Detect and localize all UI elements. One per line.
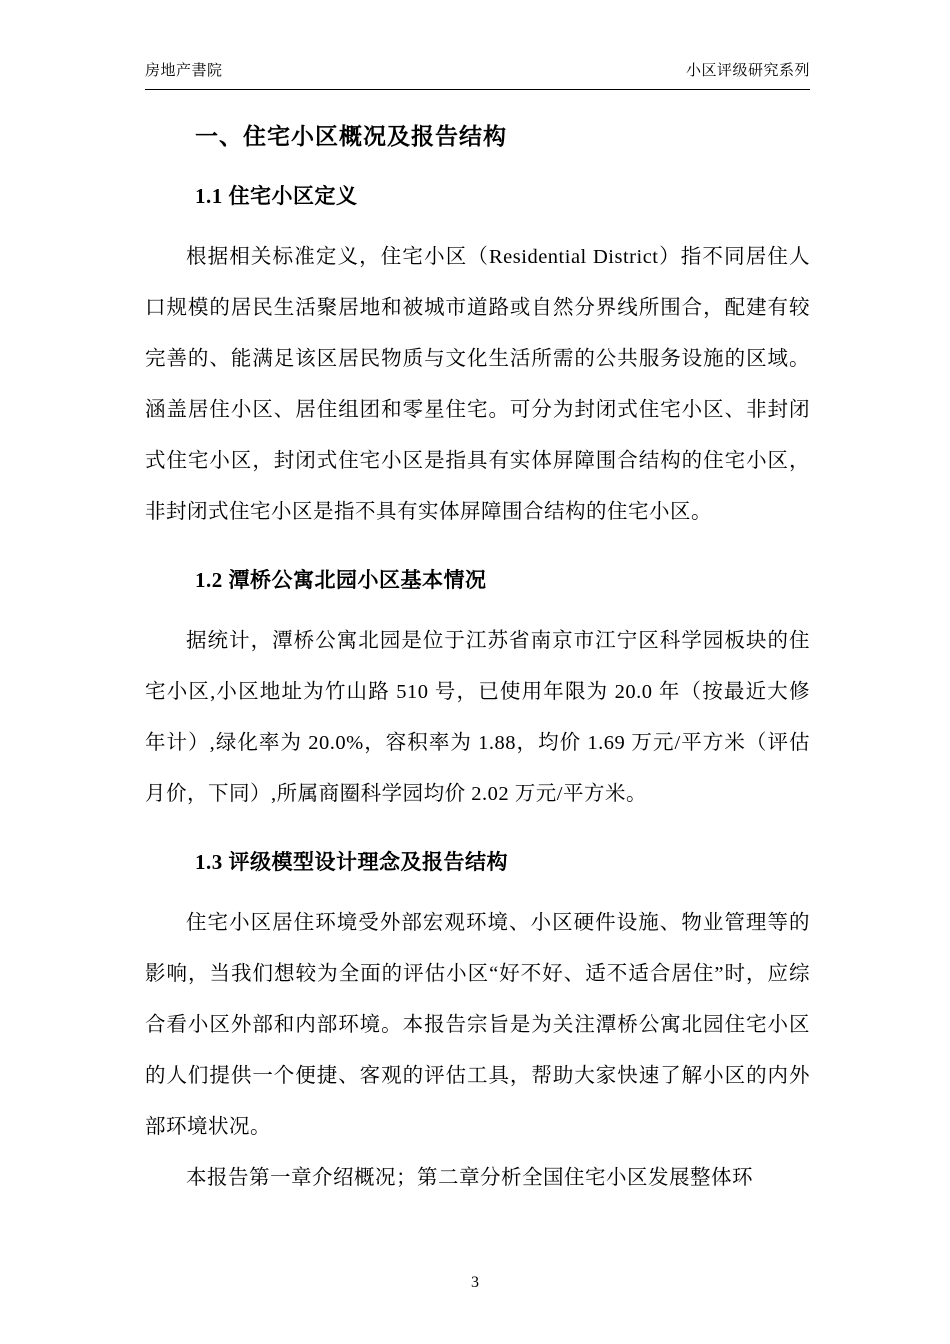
header-left-text: 房地产書院 <box>145 63 223 79</box>
paragraph-design-concept: 住宅小区居住环境受外部宏观环境、小区硬件设施、物业管理等的影响，当我们想较为全面的评估小区“好不好、适不适合居住”时，应综合看小区外部和内部环境。本报告宗旨是为关注潭桥公寓北园住宅小区的人们提供一个便捷、客观的评估工具，帮助大家快速了解小区的内外部环境状况。 <box>145 912 810 1138</box>
header-right-text: 小区评级研究系列 <box>685 63 810 79</box>
section-heading-1-3: 1.3 评级模型设计理念及报告结构 <box>195 850 508 874</box>
chapter-title: 一、住宅小区概况及报告结构 <box>195 124 507 149</box>
section-heading-1-2: 1.2 潭桥公寓北园小区基本情况 <box>195 568 487 592</box>
paragraph-definition: 根据相关标准定义，住宅小区（Residential District）指不同居住人口规模的居民生活聚居地和被城市道路或自然分界线所围合，配建有较完善的、能满足该区居民物质与文化生活所需的公共服务设施的区域。涵盖居住小区、居住组团和零星住宅。可分为封闭式住宅小区、非封闭式住宅小区，封闭式住宅小区是指具有实体屏障围合结构的住宅小区，非封闭式住宅小区是指不具有实体屏障围合结构的住宅小区。 <box>145 246 810 523</box>
page-number: 3 <box>471 1274 479 1291</box>
page-header <box>145 62 810 90</box>
section-heading-1-1: 1.1 住宅小区定义 <box>195 184 358 208</box>
paragraph-report-structure: 本报告第一章介绍概况；第二章分析全国住宅小区发展整体环 <box>186 1167 753 1189</box>
paragraph-basic-info: 据统计，潭桥公寓北园是位于江苏省南京市江宁区科学园板块的住宅小区,小区地址为竹山路 510 号，已使用年限为 20.0 年（按最近大修年计）,绿化率为 20.0%，容积率为 1.88，均价 1.69 万元/平方米（评估月价，下同）,所属商圈科学园均价 2.02 万元/平方米。 <box>145 630 810 805</box>
